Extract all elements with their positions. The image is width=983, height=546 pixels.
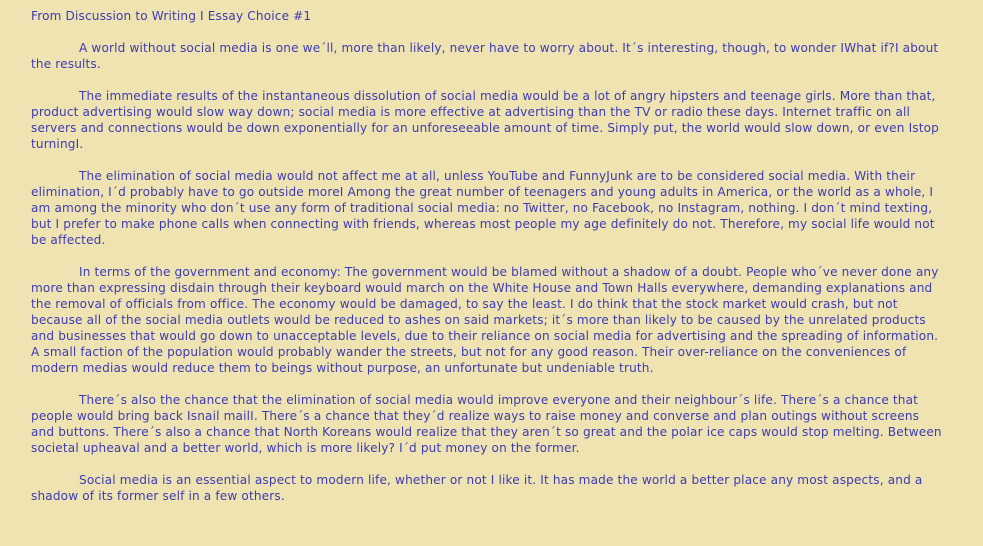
essay-document [31,8,945,504]
paragraph-government-economy: In terms of the government and economy: The government would be blamed without a shadow of a doubt. People who´ve never done any more than expressing disdain through their keyboard would march on the White House and Town Halls everywhere, demanding explanations and the removal of officials from office. The economy would be damaged, to say the least. I do think that the stock market would crash, but not because all of the social media outlets would be reduced to ashes on said markets; it´s more than likely to be caused by the unrelated products and businesses that would go down to unacceptable levels, due to their reliance on social media for advertising and the spreading of information. A small faction of the population would probably wander the streets, but not for any good reason. Their over-reliance on the conveniences of modern medias would reduce them to beings without purpose, an unfortunate but undeniable truth. [31,265,939,375]
paragraph-immediate-results: The immediate results of the instantaneous dissolution of social media would be a lot of angry hipsters and teenage girls. More than that, product advertising would slow way down; social media is more effective at advertising than the TV or radio these days. Internet traffic on all servers and connections would be down exponentially for an unforeseeable amount of time. Simply put, the world would slow down, or even Istop turningI. [31,89,940,151]
paragraph-improvement: There´s also the chance that the elimination of social media would improve everyone and their neighbour´s life. There´s a chance that people would bring back Isnail mailI. There´s a chance that they´d realize ways to raise money and converse and plan outings without screens and buttons. There´s also a chance that North Koreans would realize that they aren´t so great and the polar ice caps would stop melting. Between societal upheaval and a better world, which is more likely? I´d put money on the former. [31,393,942,455]
paragraph-personal-effect: The elimination of social media would not affect me at all, unless YouTube and FunnyJunk are to be considered social media. With their elimination, I´d probably have to go outside moreI Among the great number of teenagers and young adults in America, or the world as a whole, I am among the minority who don´t use any form of traditional social media: no Twitter, no Facebook, no Instagram, nothing. I don´t mind texting, but I prefer to make phone calls when connecting with friends, whereas most people my age definitely do not. Therefore, my social life would not be affected. [31,169,935,247]
paragraph-intro: A world without social media is one we´ll, more than likely, never have to worry about. It´s interesting, though, to wonder IWhat if?I about the results. [31,41,939,71]
paragraph-conclusion: Social media is an essential aspect to modern life, whether or not I like it. It has made the world a better place any most aspects, and a shadow of its former self in a few others. [31,473,923,503]
essay-title: From Discussion to Writing I Essay Choice #1 [31,9,312,23]
